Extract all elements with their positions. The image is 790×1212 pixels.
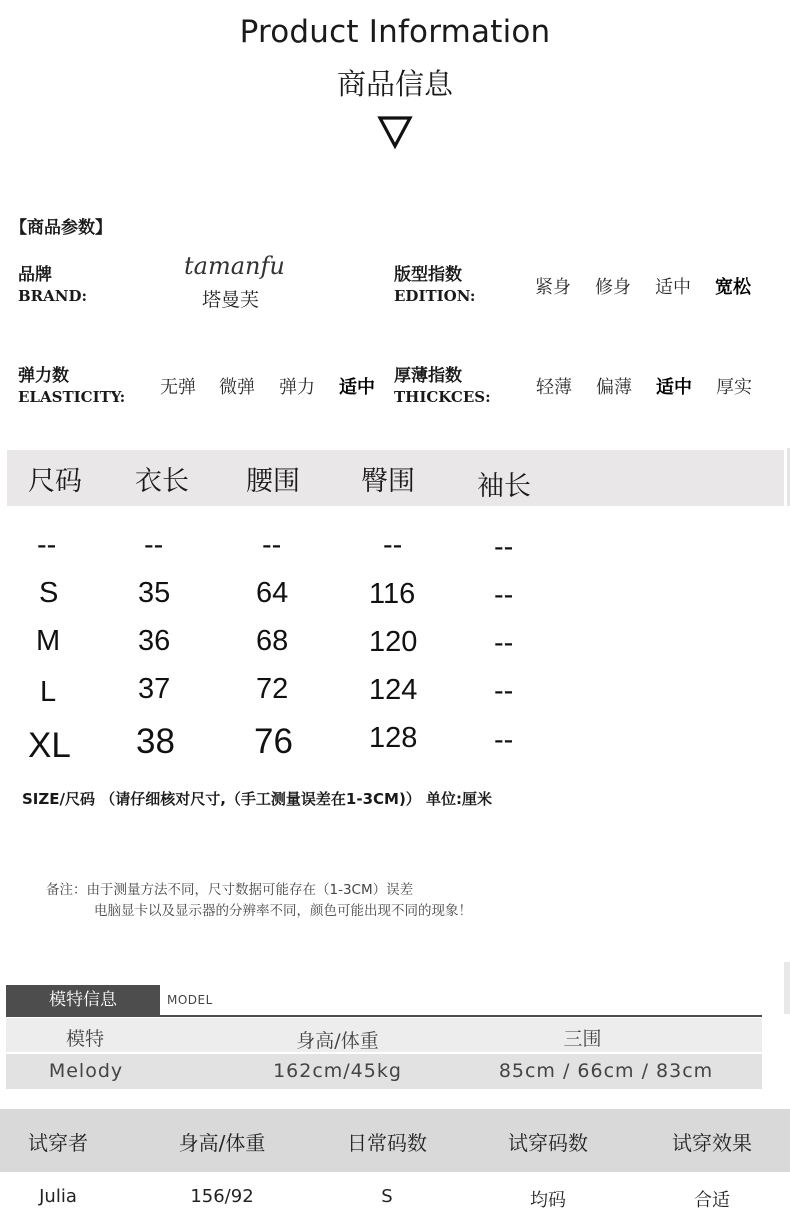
- tryon-header-cell: 试穿效果: [672, 1131, 752, 1155]
- table-cell: --: [494, 579, 514, 611]
- edition-option-selected: 宽松: [715, 277, 751, 298]
- table-cell: --: [144, 529, 164, 561]
- size-header-cell: 腰围: [246, 466, 300, 497]
- thickness-label-cn: 厚薄指数: [394, 366, 462, 386]
- brand-label-cn: 品牌: [18, 265, 52, 285]
- model-header-cell: 模特: [65, 1028, 104, 1050]
- table-cell: 120: [369, 626, 418, 658]
- decorative-edge: [784, 962, 790, 1014]
- model-header-cell: 三围: [563, 1028, 602, 1050]
- table-cell: --: [494, 531, 514, 563]
- thickness-option: 厚实: [716, 377, 752, 398]
- model-info-tab: 模特信息: [6, 985, 160, 1016]
- table-cell: --: [383, 529, 403, 561]
- elasticity-label-cn: 弹力数: [18, 366, 69, 386]
- elasticity-option-selected: 适中: [339, 377, 375, 398]
- tryon-header-cell: 日常码数: [347, 1131, 427, 1155]
- brand-label: [18, 265, 87, 307]
- tryon-header-cell: 身高/体重: [178, 1131, 266, 1155]
- brand-name-cn: 塔曼芙: [202, 289, 260, 311]
- tryon-data-cell: 均码: [530, 1190, 566, 1211]
- table-cell: L: [40, 676, 57, 708]
- params-section-title: 【商品参数】: [10, 218, 112, 238]
- tryon-header-cell: 试穿码数: [508, 1131, 588, 1155]
- brand-logo-text: tamanfu: [184, 252, 285, 280]
- remark-line: 备注：由于测量方法不同，尺寸数据可能存在（1-3CM）误差: [46, 882, 414, 898]
- tryon-data-cell: S: [381, 1186, 393, 1207]
- tryon-data-cell: 合适: [694, 1190, 730, 1211]
- edition-option: 紧身: [535, 277, 571, 298]
- table-cell: 72: [256, 673, 289, 705]
- table-cell: --: [494, 724, 514, 756]
- thickness-label: [394, 366, 491, 408]
- model-tab-english: MODEL: [167, 993, 213, 1007]
- size-header-cell: 衣长: [135, 466, 189, 497]
- model-data-cell: Melody: [48, 1060, 124, 1082]
- elasticity-option: 无弹: [160, 377, 196, 398]
- edition-label: [394, 265, 475, 307]
- thickness-label-en: THICKCES:: [394, 388, 491, 406]
- size-header-cell: 尺码: [28, 466, 82, 497]
- table-cell: 124: [369, 674, 418, 706]
- tryon-header-cell: 试穿者: [28, 1131, 88, 1155]
- thickness-option: 偏薄: [596, 377, 632, 398]
- size-header-cell: 袖长: [477, 471, 531, 502]
- edition-option: 适中: [655, 277, 691, 298]
- elasticity-label: [18, 366, 125, 408]
- table-cell: --: [262, 529, 282, 561]
- table-cell: 76: [254, 722, 293, 761]
- page-title-chinese: 商品信息: [336, 67, 453, 101]
- table-cell: 38: [136, 722, 175, 761]
- model-data-cell: 85cm / 66cm / 83cm: [498, 1060, 714, 1082]
- edition-label-en: EDITION:: [394, 287, 476, 305]
- table-cell: 68: [256, 625, 289, 657]
- elasticity-label-en: ELASTICITY:: [18, 388, 126, 406]
- elasticity-option: 弹力: [279, 377, 315, 398]
- table-cell: XL: [28, 726, 71, 765]
- down-triangle-icon: [377, 114, 413, 150]
- size-header-cell: 臀围: [361, 466, 415, 497]
- table-cell: --: [37, 529, 57, 561]
- size-note: SIZE/尺码 （请仔细核对尺寸,（手工测量误差在1-3CM)） 单位:厘米: [22, 790, 493, 808]
- table-cell: M: [36, 625, 61, 657]
- table-cell: 116: [369, 578, 416, 610]
- model-header-cell: 身高/体重: [296, 1030, 379, 1052]
- tryon-data-cell: Julia: [39, 1186, 77, 1207]
- page-title-english: Product Information: [239, 14, 551, 50]
- edition-option: 修身: [595, 277, 631, 298]
- model-data-cell: 162cm/45kg: [273, 1060, 402, 1082]
- table-cell: S: [39, 577, 59, 609]
- remark-line: 电脑显卡以及显示器的分辨率不同，颜色可能出现不同的现象！: [94, 903, 472, 919]
- table-cell: 128: [369, 722, 418, 754]
- thickness-option: 轻薄: [536, 377, 572, 398]
- model-tab-underline: [6, 1015, 762, 1017]
- brand-label-en: BRAND:: [18, 287, 88, 305]
- tryon-data-cell: 156/92: [190, 1186, 254, 1207]
- thickness-option-selected: 适中: [656, 377, 692, 398]
- elasticity-option: 微弹: [219, 377, 255, 398]
- table-cell: --: [494, 675, 514, 707]
- table-cell: --: [494, 627, 514, 659]
- table-cell: 36: [138, 625, 171, 657]
- table-cell: 35: [138, 577, 171, 609]
- table-cell: 64: [256, 577, 289, 609]
- table-cell: 37: [138, 673, 171, 705]
- edition-label-cn: 版型指数: [394, 265, 462, 285]
